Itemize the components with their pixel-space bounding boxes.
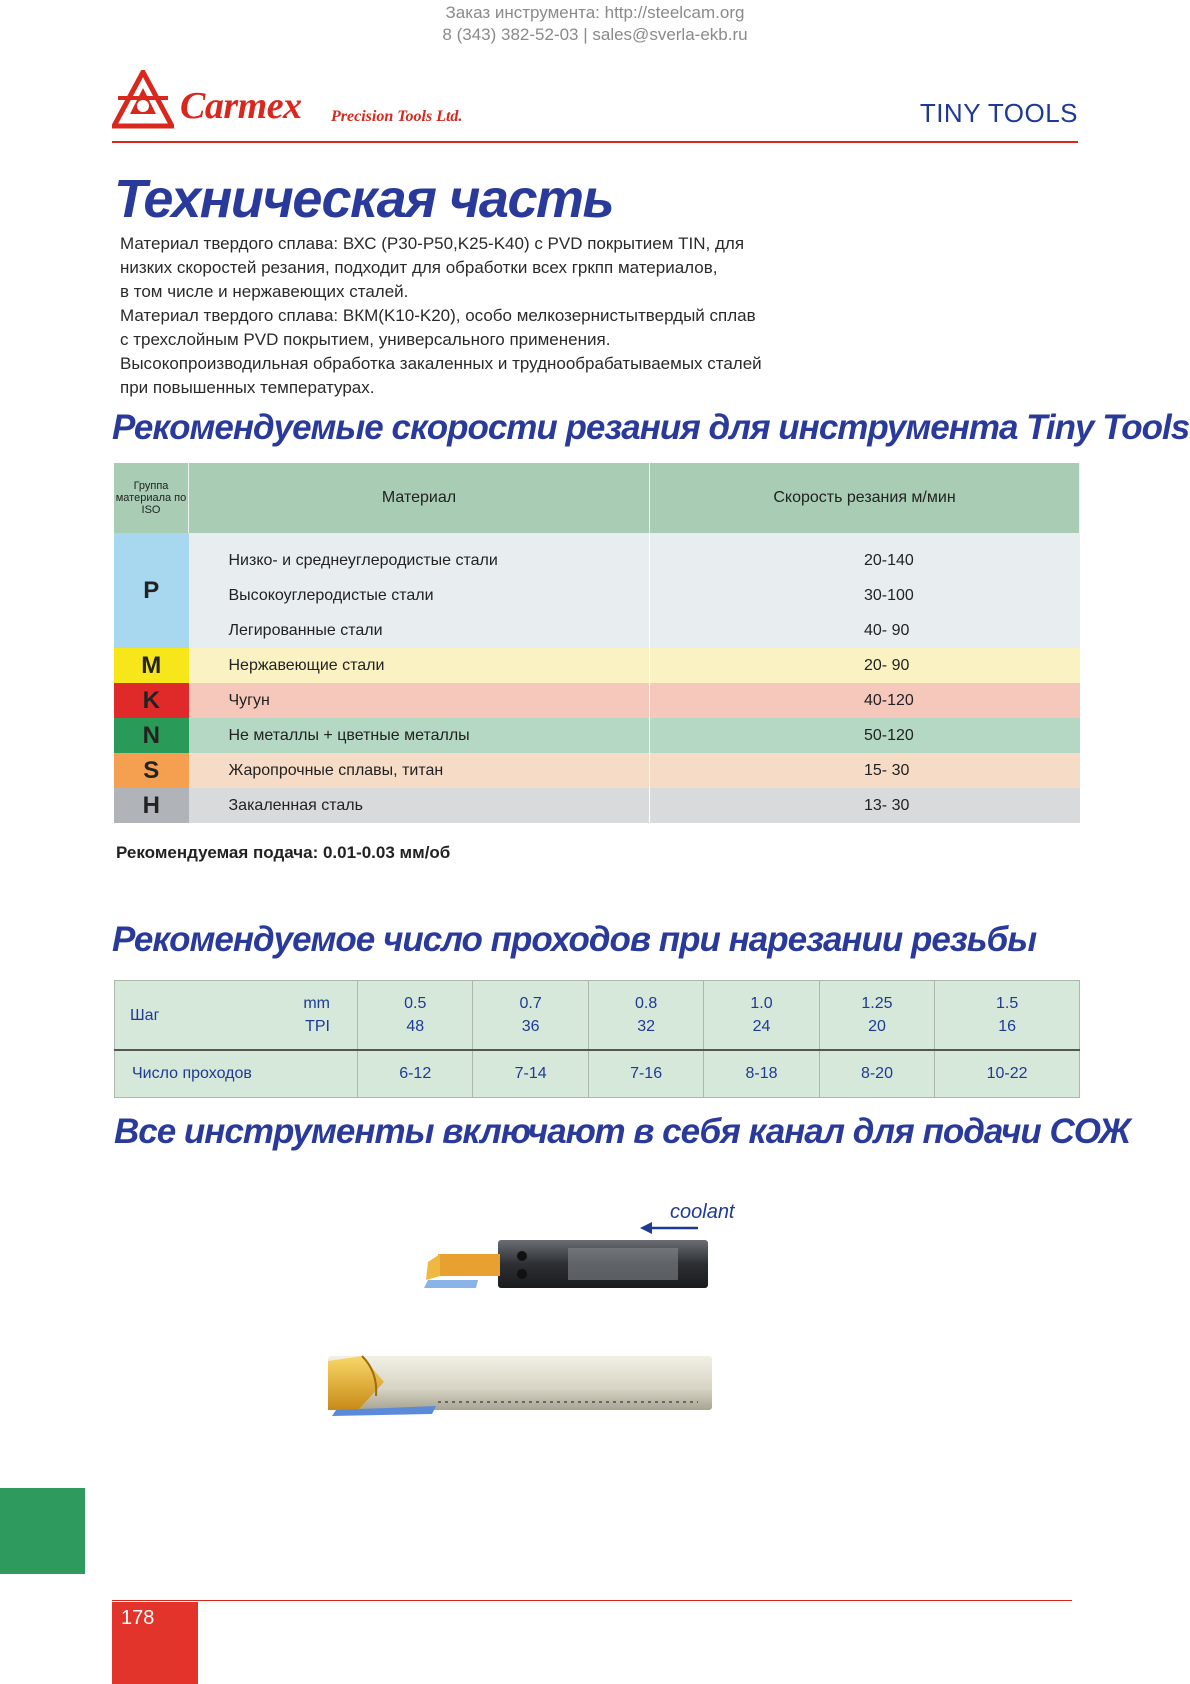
top-contact-line-1: Заказ инструмента: http://steelcam.org: [445, 3, 745, 22]
passes-cell: 10-22: [935, 1050, 1080, 1098]
page-number: 178: [121, 1607, 155, 1629]
material-cell: Жаропрочные сплавы, титан: [189, 753, 650, 788]
iso-cell-n: N: [114, 718, 189, 753]
speed-cell: 15- 30: [650, 753, 1080, 788]
pitch-tpi: 48: [406, 1018, 425, 1035]
header-divider: [112, 141, 1078, 143]
recommended-feed: Рекомендуемая подача: 0.01-0.03 мм/об: [116, 843, 451, 862]
iso-cell-h: H: [114, 788, 189, 823]
intro-line: в том числе и нержавеющих сталей.: [120, 282, 409, 301]
pitch-cell: [588, 981, 703, 1051]
pitch-tpi: 24: [752, 1018, 771, 1035]
iso-cell-p: P: [114, 533, 189, 648]
pitch-mm: 1.0: [750, 995, 773, 1012]
pitch-mm: 1.5: [995, 995, 1019, 1012]
unit-tpi: TPI: [305, 1018, 330, 1035]
speed-cell: 30-100: [650, 578, 1080, 613]
material-cell: Закаленная сталь: [189, 788, 650, 823]
page-title: Техническая часть: [114, 169, 614, 229]
intro-text: [120, 232, 762, 400]
header-speed: Скорость резания м/мин: [650, 463, 1080, 533]
speed-cell: 40- 90: [650, 613, 1080, 648]
passes-cell: 7-16: [588, 1050, 703, 1098]
pitch-label-cell: [115, 981, 358, 1051]
passes-cell: 8-18: [704, 1050, 819, 1098]
brand-name: Carmex: [180, 85, 302, 127]
pitch-cell: [358, 981, 473, 1051]
pitch-mm: 0.8: [634, 995, 658, 1012]
pitch-cell: [819, 981, 934, 1051]
pitch-mm: 0.5: [404, 995, 427, 1012]
passes-label-cell: [115, 1050, 358, 1098]
tool-illustration: [328, 1196, 772, 1436]
iso-cell-s: S: [114, 753, 189, 788]
passes-cell: 8-20: [819, 1050, 934, 1098]
header-iso-group: Группа материала по ISO: [114, 463, 189, 533]
intro-line: Высокопроизводильная обработка закаленных и труднообрабатываемых сталей: [120, 354, 762, 373]
iso-cell-m: M: [114, 648, 189, 683]
table-header-row: [114, 463, 1080, 533]
pitch-mm: 0.7: [519, 995, 542, 1012]
speed-cell: 20-140: [650, 533, 1080, 578]
pitch-tpi: 36: [521, 1018, 540, 1035]
pitch-cell: [704, 981, 819, 1051]
carmex-logo-icon: [112, 70, 174, 132]
brand-subtitle: Precision Tools Ltd.: [331, 108, 463, 125]
passes-heading: Рекомендуемое число проходов при нарезании резьбы: [112, 920, 1037, 959]
intro-line: с трехслойным PVD покрытием, универсального применения.: [120, 330, 611, 349]
material-cell: Не металлы + цветные металлы: [189, 718, 650, 753]
intro-line: Материал твердого сплава: ВХС (P30-P50,K25-K40) с PVD покрытием TIN, для: [120, 234, 745, 253]
pitch-tpi: 32: [637, 1018, 655, 1035]
passes-row: [115, 1050, 1080, 1098]
section-label: TINY TOOLS: [919, 98, 1078, 128]
intro-line: Материал твердого сплава: ВКМ(K10-K20), особо мелкозернистытвердый сплав: [120, 306, 756, 325]
table-row: [114, 613, 1080, 648]
table-row: [114, 648, 1080, 683]
coolant-label: coolant: [670, 1201, 735, 1223]
speed-cell: 20- 90: [650, 648, 1080, 683]
material-cell: Низко- и среднеуглеродистые стали: [189, 533, 650, 578]
top-contact-line-2: 8 (343) 382-52-03 | sales@sverla-ekb.ru: [442, 25, 748, 44]
speeds-heading: Рекомендуемые скорости резания для инструмента Tiny Tools: [112, 408, 1190, 447]
pitch-mm: 1.25: [861, 995, 893, 1012]
table-row: [114, 788, 1080, 823]
coolant-arrow-icon: [640, 1222, 698, 1234]
pitch-cell: [473, 981, 588, 1051]
pitch-tpi: 20: [868, 1018, 886, 1035]
pitch-label: Шаг: [130, 1007, 160, 1024]
pitch-cell: [935, 981, 1080, 1051]
table-row: [114, 533, 1080, 578]
passes-label: Число проходов: [132, 1065, 252, 1082]
intro-line: при повышенных температурах.: [120, 378, 375, 397]
pitch-row: [115, 981, 1080, 1051]
thread-passes-table: [114, 980, 1080, 1098]
material-cell: Нержавеющие стали: [189, 648, 650, 683]
speed-cell: 50-120: [650, 718, 1080, 753]
material-cell: Высокоуглеродистые стали: [189, 578, 650, 613]
pitch-tpi: 16: [998, 1018, 1016, 1035]
side-color-tab: [0, 1488, 85, 1574]
table-row: [114, 718, 1080, 753]
coolant-heading: Все инструменты включают в себя канал для подачи СОЖ: [114, 1112, 1131, 1151]
header-material: Материал: [189, 463, 650, 533]
table-row: [114, 578, 1080, 613]
speed-cell: 40-120: [650, 683, 1080, 718]
unit-mm: mm: [303, 995, 330, 1012]
passes-cell: 7-14: [473, 1050, 588, 1098]
speed-cell: 13- 30: [650, 788, 1080, 823]
footer-divider: [112, 1600, 1072, 1601]
passes-cell: 6-12: [358, 1050, 473, 1098]
material-cell: Легированные стали: [189, 613, 650, 648]
cutting-speed-table: [114, 463, 1080, 823]
table-row: [114, 683, 1080, 718]
material-cell: Чугун: [189, 683, 650, 718]
iso-cell-k: K: [114, 683, 189, 718]
table-row: [114, 753, 1080, 788]
intro-line: низких скоростей резания, подходит для обработки всех гркпп материалов,: [120, 258, 718, 277]
